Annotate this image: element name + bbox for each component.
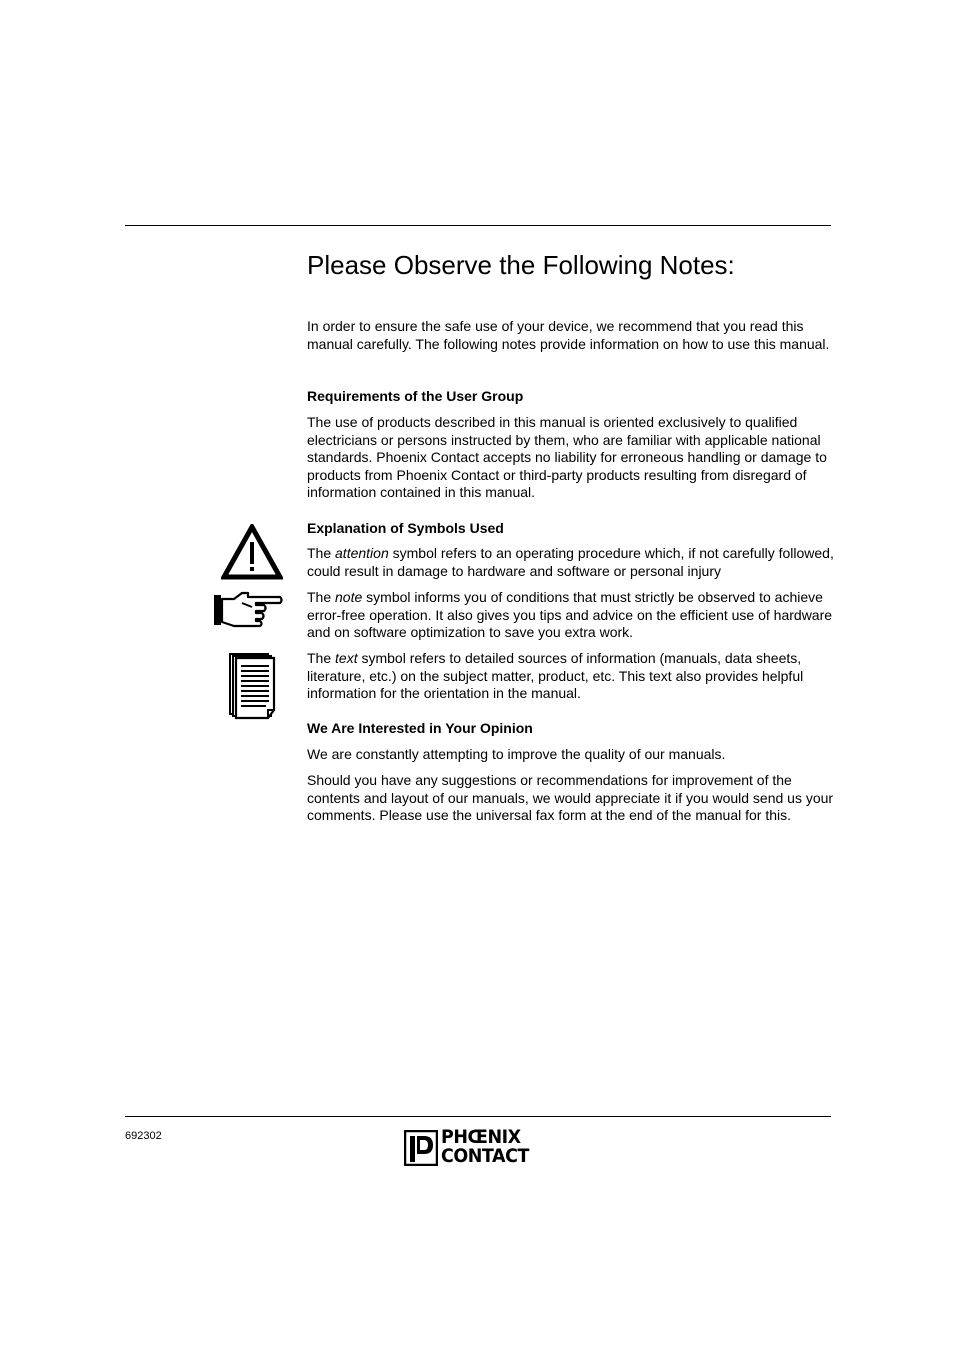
logo-line-1: PHŒNIX [441,1126,521,1148]
note-paragraph: The note symbol informs you of conditions that must strictly be observed to achieve error-free operation. It also gives you tips and advice on the efficient use of hardware and on software optimization to save you extra work. [307,589,833,641]
phoenix-contact-logo [404,1128,552,1168]
bottom-rule [125,1116,831,1117]
requirements-paragraph: The use of products described in this manual is oriented exclusively to qualified electricians or persons instructed by them, who are familiar with applicable national standards. Phoenix Contact accepts no liability for erroneous handling or damage to products from Phoenix Contact or third-party products resulting from disregard of information contained in this manual. [307,414,827,501]
pointing-hand-icon [212,589,284,629]
page-title: Please Observe the Following Notes: [307,250,735,280]
opinion-paragraph-1: We are constantly attempting to improve the quality of our manuals. [307,746,726,762]
warning-triangle-icon [221,524,283,580]
attention-term: attention [335,545,389,561]
logo-mark-icon [404,1130,438,1166]
text-paragraph: The text symbol refers to detailed sources of information (manuals, data sheets, literature, etc.) on the subject matter, product, etc. This text also provides helpful information for the orientation in the manual. [307,650,804,702]
note-term: note [335,589,363,605]
attention-paragraph: The attention symbol refers to an operating procedure which, if not carefully followed, could result in damage to hardware and software or personal injury [307,545,834,579]
text-term: text [335,650,358,666]
opinion-heading: We Are Interested in Your Opinion [307,720,533,736]
symbols-heading: Explanation of Symbols Used [307,520,504,536]
opinion-paragraph-2: Should you have any suggestions or recommendations for improvement of the contents and layout of our manuals, we would appreciate it if you would send us your comments. Please use the universal fax form at the end of the manual for this. [307,772,834,824]
top-rule [125,225,831,226]
document-stack-icon [228,652,278,720]
intro-paragraph: In order to ensure the safe use of your device, we recommend that you read this manual carefully. The following notes provide information on how to use this manual. [307,318,830,352]
requirements-heading: Requirements of the User Group [307,388,524,404]
document-number: 692302 [125,1130,162,1142]
logo-wordmark [441,1128,529,1166]
logo-line-2: CONTACT [441,1145,529,1167]
